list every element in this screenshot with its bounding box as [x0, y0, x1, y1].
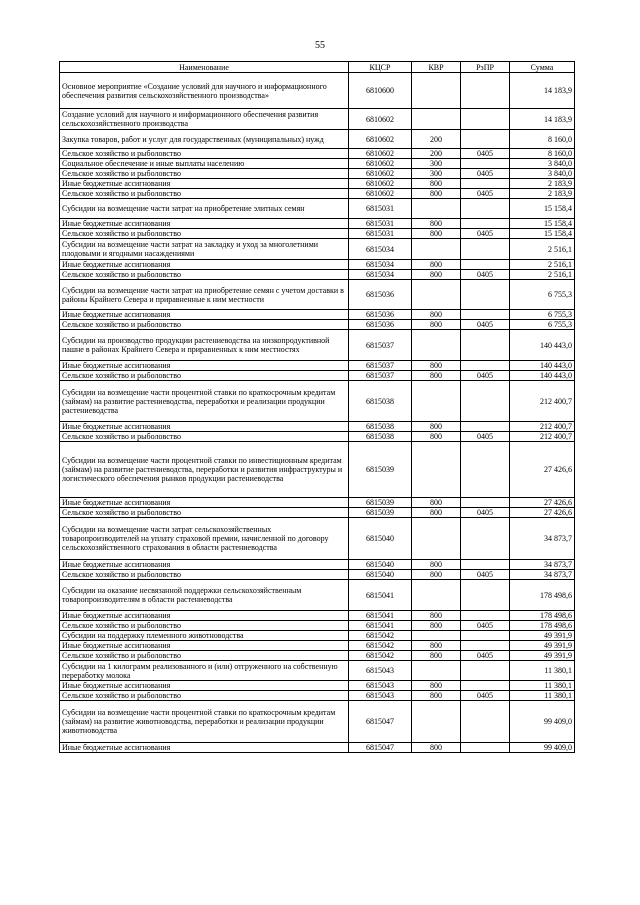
cell-rzpr: 0405 — [461, 691, 510, 701]
table-row — [60, 310, 575, 320]
cell-name: Создание условий для научного и информационного обеспечения развития сельскохозяйственного производства — [60, 109, 349, 130]
cell-rzpr: 0405 — [461, 270, 510, 280]
table-row — [60, 570, 575, 580]
table-row — [60, 73, 575, 109]
cell-rzpr: 0405 — [461, 320, 510, 330]
header-name: Наименование — [60, 62, 349, 73]
cell-kcsr: 6815043 — [349, 681, 412, 691]
cell-sum: 34 873,7 — [510, 560, 575, 570]
cell-name: Сельское хозяйство и рыболовство — [60, 189, 349, 199]
cell-sum: 15 158,4 — [510, 229, 575, 239]
cell-rzpr: 0405 — [461, 229, 510, 239]
table-row — [60, 422, 575, 432]
cell-kcsr: 6815039 — [349, 498, 412, 508]
cell-kvr — [412, 73, 461, 109]
table-row — [60, 631, 575, 641]
table-body — [60, 73, 575, 753]
cell-kcsr: 6815036 — [349, 320, 412, 330]
cell-kcsr: 6815042 — [349, 641, 412, 651]
cell-kvr: 800 — [412, 743, 461, 753]
cell-kcsr: 6815041 — [349, 621, 412, 631]
table-row — [60, 260, 575, 270]
cell-kvr — [412, 580, 461, 611]
cell-sum: 49 391,9 — [510, 651, 575, 661]
cell-kvr: 800 — [412, 498, 461, 508]
cell-sum: 11 380,1 — [510, 681, 575, 691]
cell-rzpr — [461, 73, 510, 109]
cell-rzpr — [461, 159, 510, 169]
cell-sum: 8 160,0 — [510, 130, 575, 149]
table-row — [60, 199, 575, 219]
cell-kvr — [412, 199, 461, 219]
cell-kcsr: 6815047 — [349, 701, 412, 743]
cell-sum: 49 391,9 — [510, 641, 575, 651]
cell-kcsr: 6815034 — [349, 260, 412, 270]
cell-name: Иные бюджетные ассигнования — [60, 422, 349, 432]
cell-kvr: 800 — [412, 570, 461, 580]
cell-sum: 212 400,7 — [510, 381, 575, 422]
cell-kcsr: 6810602 — [349, 179, 412, 189]
table-row — [60, 109, 575, 130]
cell-rzpr — [461, 199, 510, 219]
cell-sum: 11 380,1 — [510, 691, 575, 701]
cell-name: Субсидии на производство продукции растениеводства на низкопродуктивной пашне в районах Крайнего Севера и приравненных к ним местностях — [60, 330, 349, 361]
cell-name: Иные бюджетные ассигнования — [60, 310, 349, 320]
cell-sum: 3 840,0 — [510, 169, 575, 179]
cell-kvr: 200 — [412, 130, 461, 149]
cell-sum: 212 400,7 — [510, 432, 575, 442]
cell-rzpr — [461, 560, 510, 570]
cell-kcsr: 6815034 — [349, 239, 412, 260]
cell-rzpr — [461, 442, 510, 498]
cell-kvr: 800 — [412, 179, 461, 189]
header-rzpr: РзПР — [461, 62, 510, 73]
table-row — [60, 621, 575, 631]
cell-kcsr: 6815039 — [349, 442, 412, 498]
cell-sum: 99 409,0 — [510, 743, 575, 753]
table-row — [60, 651, 575, 661]
cell-rzpr: 0405 — [461, 149, 510, 159]
cell-kcsr: 6815039 — [349, 508, 412, 518]
table-row — [60, 681, 575, 691]
cell-name: Сельское хозяйство и рыболовство — [60, 169, 349, 179]
cell-kcsr: 6815041 — [349, 611, 412, 621]
cell-sum: 2 516,1 — [510, 260, 575, 270]
cell-kcsr: 6810602 — [349, 189, 412, 199]
cell-name: Иные бюджетные ассигнования — [60, 560, 349, 570]
table-row — [60, 611, 575, 621]
cell-name: Иные бюджетные ассигнования — [60, 641, 349, 651]
cell-kcsr: 6815031 — [349, 199, 412, 219]
table-row — [60, 229, 575, 239]
budget-table — [59, 61, 575, 753]
cell-sum: 140 443,0 — [510, 330, 575, 361]
table-row — [60, 159, 575, 169]
cell-name: Сельское хозяйство и рыболовство — [60, 320, 349, 330]
cell-kvr — [412, 442, 461, 498]
cell-name: Иные бюджетные ассигнования — [60, 743, 349, 753]
cell-sum: 178 498,6 — [510, 611, 575, 621]
cell-kcsr: 6815038 — [349, 422, 412, 432]
cell-rzpr — [461, 310, 510, 320]
cell-rzpr — [461, 239, 510, 260]
cell-rzpr — [461, 701, 510, 743]
cell-kcsr: 6815031 — [349, 229, 412, 239]
cell-rzpr — [461, 330, 510, 361]
cell-kcsr: 6815040 — [349, 570, 412, 580]
cell-kcsr: 6815031 — [349, 219, 412, 229]
cell-kvr: 800 — [412, 641, 461, 651]
cell-kcsr: 6810602 — [349, 169, 412, 179]
cell-name: Сельское хозяйство и рыболовство — [60, 570, 349, 580]
cell-name: Иные бюджетные ассигнования — [60, 260, 349, 270]
cell-name: Сельское хозяйство и рыболовство — [60, 651, 349, 661]
cell-kvr: 800 — [412, 611, 461, 621]
cell-kvr: 800 — [412, 508, 461, 518]
cell-name: Субсидии на поддержку племенного животноводства — [60, 631, 349, 641]
cell-name: Субсидии на возмещение части процентной ставки по инвестиционным кредитам (займам) на развитие растениеводства, переработки и развития инфраструктуры и логистического обеспечения рынков продукции растениеводства — [60, 442, 349, 498]
table-row — [60, 361, 575, 371]
cell-name: Основное мероприятие «Создание условий для научного и информационного обеспечения развития сельскохозяйственного производства» — [60, 73, 349, 109]
cell-rzpr — [461, 661, 510, 681]
cell-kvr: 800 — [412, 260, 461, 270]
cell-kcsr: 6810602 — [349, 149, 412, 159]
cell-sum: 34 873,7 — [510, 518, 575, 560]
cell-rzpr — [461, 611, 510, 621]
cell-kcsr: 6810602 — [349, 109, 412, 130]
cell-sum: 140 443,0 — [510, 371, 575, 381]
table-row — [60, 270, 575, 280]
cell-kvr — [412, 330, 461, 361]
cell-kcsr: 6815037 — [349, 330, 412, 361]
table-row — [60, 518, 575, 560]
cell-kvr: 800 — [412, 310, 461, 320]
cell-kcsr: 6815043 — [349, 661, 412, 681]
cell-sum: 212 400,7 — [510, 422, 575, 432]
header-kvr: КВР — [412, 62, 461, 73]
cell-kcsr: 6815042 — [349, 631, 412, 641]
cell-name: Сельское хозяйство и рыболовство — [60, 149, 349, 159]
cell-sum: 11 380,1 — [510, 661, 575, 681]
cell-sum: 34 873,7 — [510, 570, 575, 580]
cell-name: Сельское хозяйство и рыболовство — [60, 508, 349, 518]
table-row — [60, 371, 575, 381]
cell-kcsr: 6815043 — [349, 691, 412, 701]
cell-name: Сельское хозяйство и рыболовство — [60, 621, 349, 631]
cell-name: Субсидии на 1 килограмм реализованного и (или) отгруженного на собственную переработку молока — [60, 661, 349, 681]
cell-kcsr: 6815037 — [349, 361, 412, 371]
table-row — [60, 320, 575, 330]
cell-rzpr — [461, 641, 510, 651]
cell-name: Сельское хозяйство и рыболовство — [60, 691, 349, 701]
cell-kvr: 800 — [412, 422, 461, 432]
table-header-row — [60, 62, 575, 73]
cell-sum: 27 426,6 — [510, 442, 575, 498]
cell-name: Субсидии на возмещение части затрат на приобретение семян с учетом доставки в районы Крайнего Севера и приравненные к ним местности — [60, 280, 349, 310]
cell-sum: 2 516,1 — [510, 239, 575, 260]
cell-rzpr — [461, 109, 510, 130]
cell-kcsr: 6815047 — [349, 743, 412, 753]
cell-kcsr: 6815040 — [349, 560, 412, 570]
table-row — [60, 381, 575, 422]
cell-kcsr: 6815036 — [349, 310, 412, 320]
table-row — [60, 330, 575, 361]
cell-sum: 27 426,6 — [510, 508, 575, 518]
table-row — [60, 179, 575, 189]
cell-name: Сельское хозяйство и рыболовство — [60, 371, 349, 381]
cell-rzpr: 0405 — [461, 508, 510, 518]
cell-rzpr — [461, 361, 510, 371]
cell-rzpr — [461, 580, 510, 611]
cell-kvr — [412, 239, 461, 260]
cell-name: Иные бюджетные ассигнования — [60, 611, 349, 621]
cell-kvr: 800 — [412, 432, 461, 442]
cell-kvr: 800 — [412, 270, 461, 280]
cell-kcsr: 6810600 — [349, 73, 412, 109]
table-row — [60, 560, 575, 570]
cell-sum: 2 183,9 — [510, 189, 575, 199]
cell-name: Иные бюджетные ассигнования — [60, 498, 349, 508]
cell-kcsr: 6815038 — [349, 432, 412, 442]
cell-kvr — [412, 701, 461, 743]
cell-sum: 140 443,0 — [510, 361, 575, 371]
cell-rzpr: 0405 — [461, 432, 510, 442]
header-kcsr: КЦСР — [349, 62, 412, 73]
cell-name: Иные бюджетные ассигнования — [60, 179, 349, 189]
cell-name: Сельское хозяйство и рыболовство — [60, 432, 349, 442]
cell-sum: 27 426,6 — [510, 498, 575, 508]
cell-kcsr: 6815040 — [349, 518, 412, 560]
table-row — [60, 580, 575, 611]
page-number: 55 — [315, 40, 325, 51]
cell-kcsr: 6810602 — [349, 130, 412, 149]
cell-kvr: 200 — [412, 149, 461, 159]
table-row — [60, 691, 575, 701]
cell-name: Социальное обеспечение и иные выплаты населению — [60, 159, 349, 169]
cell-rzpr — [461, 743, 510, 753]
cell-rzpr: 0405 — [461, 651, 510, 661]
cell-kvr: 800 — [412, 681, 461, 691]
cell-kcsr: 6815042 — [349, 651, 412, 661]
cell-kvr — [412, 518, 461, 560]
cell-kvr: 800 — [412, 361, 461, 371]
cell-rzpr: 0405 — [461, 570, 510, 580]
table-row — [60, 219, 575, 229]
cell-rzpr — [461, 498, 510, 508]
cell-sum: 2 183,9 — [510, 179, 575, 189]
cell-sum: 15 158,4 — [510, 199, 575, 219]
cell-rzpr — [461, 179, 510, 189]
cell-rzpr: 0405 — [461, 189, 510, 199]
cell-name: Иные бюджетные ассигнования — [60, 681, 349, 691]
cell-sum: 6 755,3 — [510, 310, 575, 320]
cell-sum: 6 755,3 — [510, 320, 575, 330]
table-row — [60, 280, 575, 310]
cell-name: Иные бюджетные ассигнования — [60, 361, 349, 371]
table-row — [60, 189, 575, 199]
cell-name: Сельское хозяйство и рыболовство — [60, 229, 349, 239]
cell-sum: 49 391,9 — [510, 631, 575, 641]
cell-name: Закупка товаров, работ и услуг для государственных (муниципальных) нужд — [60, 130, 349, 149]
cell-kvr: 800 — [412, 371, 461, 381]
cell-rzpr — [461, 381, 510, 422]
cell-sum: 178 498,6 — [510, 621, 575, 631]
cell-sum: 8 160,0 — [510, 149, 575, 159]
cell-rzpr — [461, 219, 510, 229]
table-row — [60, 442, 575, 498]
cell-rzpr: 0405 — [461, 169, 510, 179]
cell-kvr — [412, 661, 461, 681]
cell-kvr: 800 — [412, 651, 461, 661]
cell-kcsr: 6815037 — [349, 371, 412, 381]
cell-kvr: 800 — [412, 691, 461, 701]
cell-rzpr — [461, 130, 510, 149]
cell-sum: 178 498,6 — [510, 580, 575, 611]
cell-kvr — [412, 280, 461, 310]
cell-kvr: 300 — [412, 169, 461, 179]
cell-rzpr — [461, 631, 510, 641]
cell-kvr — [412, 109, 461, 130]
cell-kvr: 800 — [412, 189, 461, 199]
cell-name: Субсидии на возмещение части затрат на закладку и уход за многолетними плодовыми и ягодными насаждениями — [60, 239, 349, 260]
cell-kvr: 300 — [412, 159, 461, 169]
table-row — [60, 743, 575, 753]
table-row — [60, 130, 575, 149]
header-sum: Сумма — [510, 62, 575, 73]
cell-sum: 14 183,9 — [510, 73, 575, 109]
table-row — [60, 641, 575, 651]
table-row — [60, 149, 575, 159]
cell-kvr: 800 — [412, 219, 461, 229]
cell-kvr: 800 — [412, 560, 461, 570]
cell-name: Субсидии на возмещение части затрат сельскохозяйственных товаропроизводителей на уплату страховой премии, начисленной по договору сельскохозяйственного страхования в области растениеводства — [60, 518, 349, 560]
table-row — [60, 701, 575, 743]
cell-kcsr: 6810602 — [349, 159, 412, 169]
cell-name: Субсидии на возмещение части затрат на приобретение элитных семян — [60, 199, 349, 219]
table-row — [60, 239, 575, 260]
table-row — [60, 498, 575, 508]
cell-kcsr: 6815034 — [349, 270, 412, 280]
cell-name: Субсидии на оказание несвязанной поддержки сельскохозяйственным товаропроизводителям в области растениеводства — [60, 580, 349, 611]
cell-kvr: 800 — [412, 229, 461, 239]
cell-name: Субсидии на возмещение части процентной ставки по краткосрочным кредитам (займам) на развитие растениеводства, переработки и реализации продукции растениеводства — [60, 381, 349, 422]
cell-rzpr: 0405 — [461, 371, 510, 381]
cell-kvr — [412, 381, 461, 422]
table-row — [60, 661, 575, 681]
cell-rzpr — [461, 518, 510, 560]
cell-name: Сельское хозяйство и рыболовство — [60, 270, 349, 280]
cell-name: Субсидии на возмещение части процентной ставки по краткосрочным кредитам (займам) на развитие животноводства, переработки и реализации продукции животноводства — [60, 701, 349, 743]
cell-rzpr — [461, 260, 510, 270]
cell-sum: 15 158,4 — [510, 219, 575, 229]
cell-sum: 14 183,9 — [510, 109, 575, 130]
cell-sum: 3 840,0 — [510, 159, 575, 169]
cell-sum: 2 516,1 — [510, 270, 575, 280]
cell-kvr: 800 — [412, 320, 461, 330]
cell-sum: 99 409,0 — [510, 701, 575, 743]
cell-kvr: 800 — [412, 621, 461, 631]
cell-rzpr — [461, 280, 510, 310]
cell-name: Иные бюджетные ассигнования — [60, 219, 349, 229]
table-row — [60, 169, 575, 179]
cell-kcsr: 6815036 — [349, 280, 412, 310]
cell-kvr — [412, 631, 461, 641]
cell-rzpr: 0405 — [461, 621, 510, 631]
cell-rzpr — [461, 681, 510, 691]
cell-rzpr — [461, 422, 510, 432]
cell-kcsr: 6815041 — [349, 580, 412, 611]
table-row — [60, 432, 575, 442]
cell-kcsr: 6815038 — [349, 381, 412, 422]
cell-sum: 6 755,3 — [510, 280, 575, 310]
table-row — [60, 508, 575, 518]
